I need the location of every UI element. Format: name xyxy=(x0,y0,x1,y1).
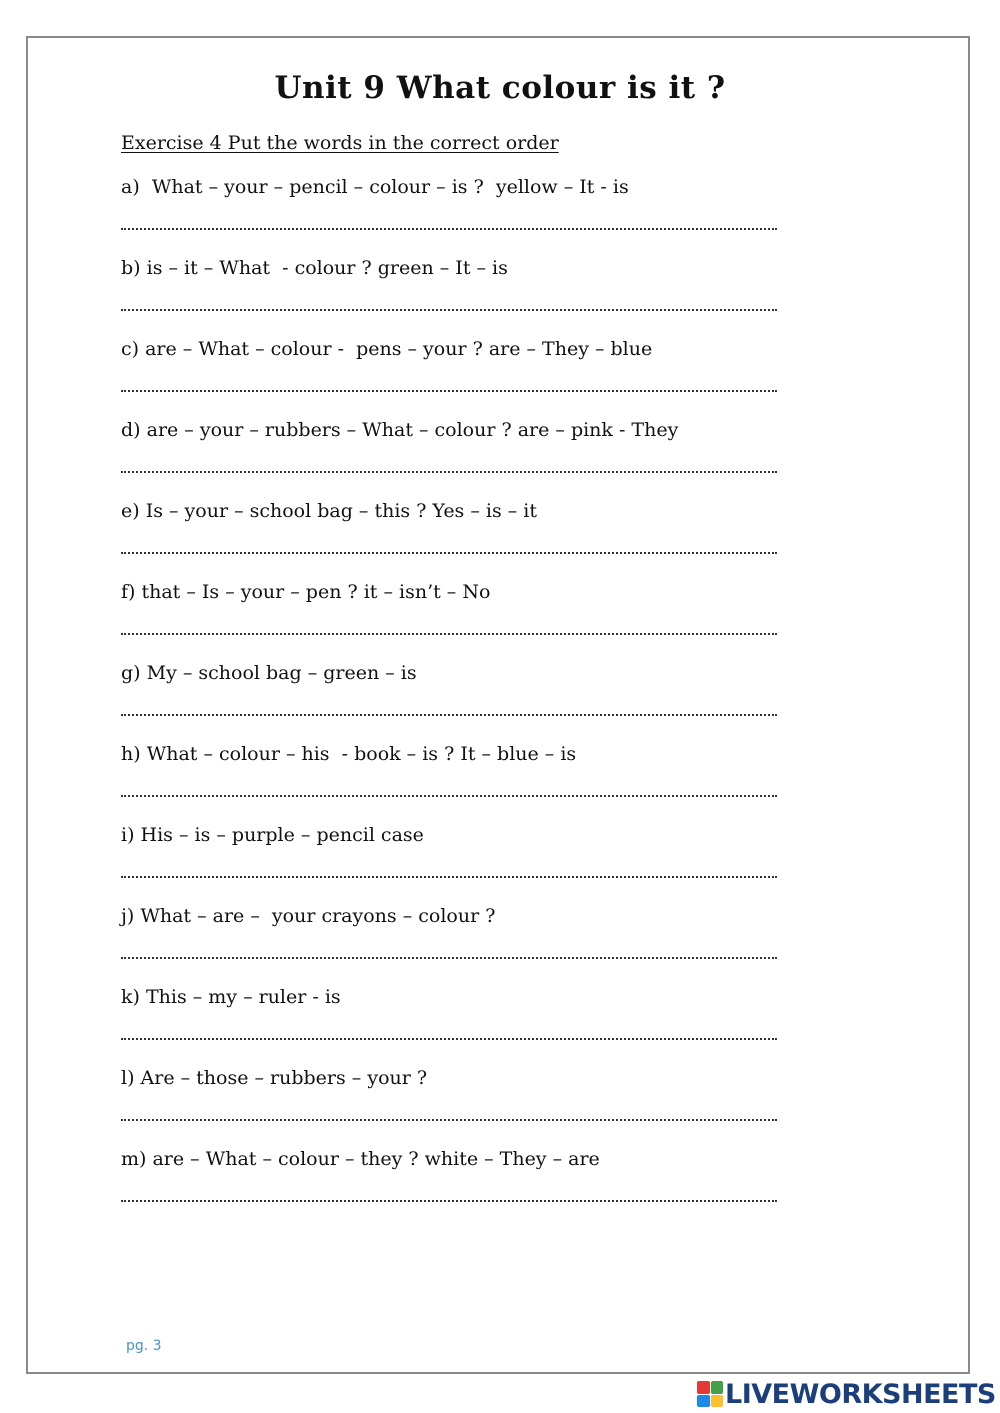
answer-line[interactable] xyxy=(121,228,777,230)
logo-square xyxy=(711,1395,724,1408)
exercise-item-g xyxy=(121,662,781,743)
logo-square xyxy=(697,1395,710,1408)
exercise-item-c xyxy=(121,338,781,419)
item-prompt: h) What – colour – his - book – is ? It – blue – is xyxy=(121,743,577,765)
exercise-item-d xyxy=(121,419,781,500)
logo-square xyxy=(711,1381,724,1394)
answer-line[interactable] xyxy=(121,795,777,797)
exercise-item-h xyxy=(121,743,781,824)
item-prompt: f) that – Is – your – pen ? it – isn’t – No xyxy=(121,581,491,603)
answer-line[interactable] xyxy=(121,876,777,878)
liveworksheets-logo-icon xyxy=(697,1381,723,1407)
item-prompt: k) This – my – ruler - is xyxy=(121,986,341,1008)
item-prompt: g) My – school bag – green – is xyxy=(121,662,417,684)
exercise-item-l xyxy=(121,1067,781,1148)
item-prompt: b) is – it – What - colour ? green – It – is xyxy=(121,257,508,279)
exercise-item-e xyxy=(121,500,781,581)
item-prompt: j) What – are – your crayons – colour ? xyxy=(121,905,496,927)
answer-line[interactable] xyxy=(121,1200,777,1202)
answer-line[interactable] xyxy=(121,552,777,554)
answer-line[interactable] xyxy=(121,390,777,392)
answer-line[interactable] xyxy=(121,1038,777,1040)
liveworksheets-watermark[interactable] xyxy=(697,1378,996,1410)
logo-square xyxy=(697,1381,710,1394)
exercise-item-b xyxy=(121,257,781,338)
answer-line[interactable] xyxy=(121,1119,777,1121)
item-prompt: e) Is – your – school bag – this ? Yes – is – it xyxy=(121,500,538,522)
exercise-list xyxy=(121,176,781,1229)
exercise-item-m xyxy=(121,1148,781,1229)
item-prompt: c) are – What – colour - pens – your ? are – They – blue xyxy=(121,338,653,360)
answer-line[interactable] xyxy=(121,714,777,716)
liveworksheets-brand: LIVEWORKSHEETS xyxy=(725,1378,996,1410)
answer-line[interactable] xyxy=(121,633,777,635)
item-prompt: a) What – your – pencil – colour – is ? yellow – It - is xyxy=(121,176,629,198)
item-prompt: d) are – your – rubbers – What – colour ? are – pink - They xyxy=(121,419,679,441)
item-prompt: m) are – What – colour – they ? white – They – are xyxy=(121,1148,600,1170)
exercise-item-i xyxy=(121,824,781,905)
page-title: Unit 9 What colour is it ? xyxy=(274,70,726,106)
item-prompt: l) Are – those – rubbers – your ? xyxy=(121,1067,428,1089)
exercise-item-j xyxy=(121,905,781,986)
answer-line[interactable] xyxy=(121,471,777,473)
exercise-item-f xyxy=(121,581,781,662)
exercise-item-a xyxy=(121,176,781,257)
exercise-heading: Exercise 4 Put the words in the correct order xyxy=(121,132,559,154)
page-number: pg. 3 xyxy=(126,1338,162,1354)
answer-line[interactable] xyxy=(121,957,777,959)
exercise-item-k xyxy=(121,986,781,1067)
answer-line[interactable] xyxy=(121,309,777,311)
item-prompt: i) His – is – purple – pencil case xyxy=(121,824,424,846)
